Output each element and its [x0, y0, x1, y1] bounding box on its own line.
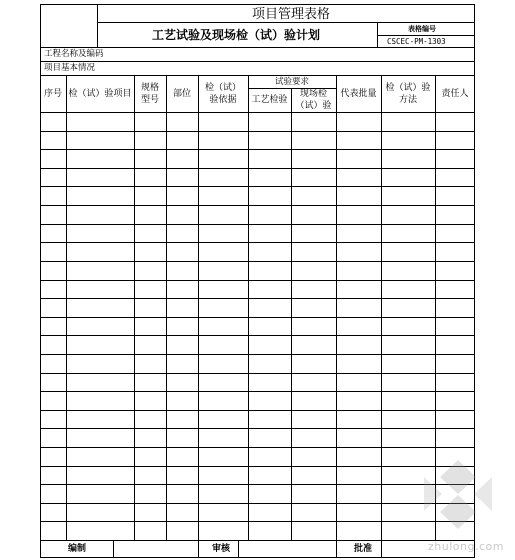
table-row: [40, 373, 475, 374]
table-row: [40, 168, 475, 169]
table-row: [40, 484, 475, 485]
footer-prepared-label: 编制: [68, 544, 87, 554]
table-row: [40, 186, 475, 187]
table-row: [40, 261, 475, 262]
form-sheet: [40, 4, 475, 558]
header-process-test: 工艺检验: [251, 95, 288, 105]
project-info-label: 项目基本情况: [44, 63, 96, 73]
header-seq: 序号: [43, 88, 62, 99]
table-row: [40, 410, 475, 411]
table-row: [40, 521, 475, 522]
column-divider: [248, 75, 249, 540]
table-row: [40, 428, 475, 429]
project-name-label: 工程名称及编码: [44, 49, 104, 59]
table-row: [40, 149, 475, 150]
form-no: CSCEC-PM-1303: [387, 37, 446, 46]
table-row: [40, 298, 475, 299]
header-item: 检（试）验项目: [68, 88, 132, 99]
header-method: 检（试）验方法: [385, 82, 431, 105]
column-divider: [166, 75, 167, 540]
footer-divider-5: [381, 540, 382, 558]
column-divider: [381, 75, 382, 540]
table-row: [40, 391, 475, 392]
table-row: [40, 335, 475, 336]
table-row: [40, 224, 475, 225]
top-title: 项目管理表格: [252, 7, 331, 22]
footer-divider-2: [198, 540, 199, 558]
form-title-left-divider: [97, 22, 98, 47]
column-divider: [66, 75, 67, 540]
footer-divider-4: [336, 540, 337, 558]
header-batch: 代表批量: [340, 88, 377, 99]
header-spec: 规格型号: [140, 82, 159, 105]
form-title: 工艺试验及现场检（试）验计划: [152, 28, 321, 42]
header-site-test: 现场检（试）验: [295, 89, 332, 111]
info-row-line: [40, 61, 475, 62]
footer-reviewed-label: 审核: [212, 544, 231, 554]
header-basis: 检（试）验依据: [204, 82, 241, 105]
column-divider: [291, 88, 292, 540]
title-divider: [97, 22, 475, 23]
footer-approved-label: 批准: [354, 544, 373, 554]
table-row: [40, 466, 475, 467]
header-requirements: 试验要求: [274, 76, 309, 87]
header-location: 部位: [172, 88, 191, 99]
header-person: 责任人: [441, 88, 469, 99]
column-divider: [134, 75, 135, 540]
footer-divider-1: [113, 540, 114, 558]
column-divider: [198, 75, 199, 540]
footer-top-line: [40, 540, 475, 541]
column-divider: [336, 75, 337, 540]
header-bottom-line: [40, 47, 475, 48]
table-row: [40, 205, 475, 206]
requirements-subline: [248, 88, 336, 89]
table-row: [40, 503, 475, 504]
form-no-split: [377, 35, 475, 36]
table-row: [40, 242, 475, 243]
watermark-text: zhulong.com: [428, 540, 504, 553]
table-row: [40, 447, 475, 448]
title-left-divider: [97, 4, 98, 22]
table-row: [40, 317, 475, 318]
footer-divider-3: [238, 540, 239, 558]
table-row: [40, 112, 475, 113]
form-no-label: 表格编号: [408, 25, 436, 33]
table-row: [40, 280, 475, 281]
table-row: [40, 354, 475, 355]
table-row: [40, 131, 475, 132]
